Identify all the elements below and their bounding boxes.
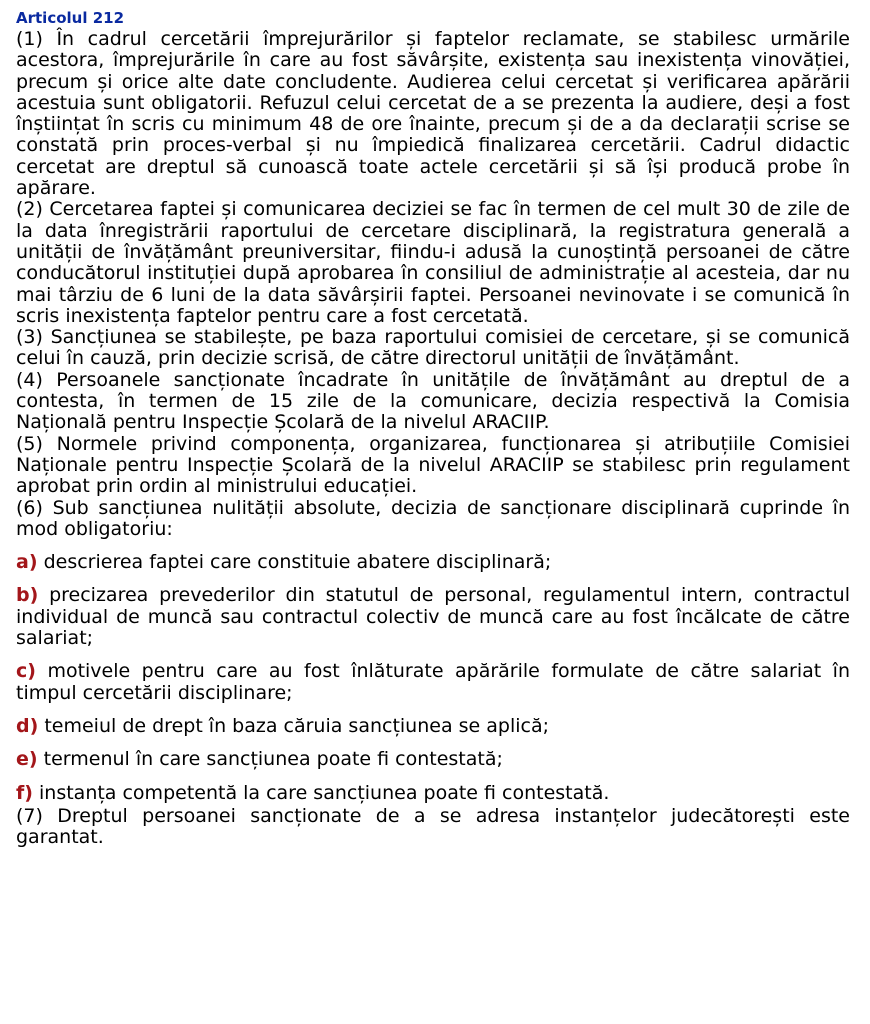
paragraph-6: (6) Sub sancțiunea nulității absolute, decizia de sancționare disciplinară cuprinde în mod obligatoriu: <box>16 496 850 540</box>
list-item-f <box>16 777 850 804</box>
item-text: descrierea faptei care constituie abatere disciplinară; <box>43 551 552 574</box>
article-title: Articolul 212 <box>16 9 125 27</box>
item-list <box>16 550 850 804</box>
list-item-c <box>16 655 850 710</box>
paragraph-1: (1) În cadrul cercetării împrejurărilor și faptelor reclamate, se stabilesc urmările acestora, împrejurările în care au fost săvârșite, existența sau inexistența vinovăției, precum și orice alte date concludente. Audierea celui cercetat și verificarea apărării acestuia sunt obligatorii. Refuzul celui cercetat de a se prezenta la audiere, deși a fost înștiințat în scris cu minimum 48 de ore înainte, precum și de a da declarații scrise se constată prin proces-verbal și nu împiedică finalizarea cercetării. Cadrul didactic cercetat are dreptul să cunoască toate actele cercetării și să își producă probe în apărare. <box>16 28 850 200</box>
item-letter: b) <box>16 584 39 607</box>
list-item-b <box>16 579 850 655</box>
item-letter: d) <box>16 714 39 737</box>
item-text: precizarea prevederilor din statutul de personal, regulamentul intern, contractul individual de muncă sau contractul colectiv de muncă care au fost încălcate de către salariat; <box>16 584 850 650</box>
item-letter: f) <box>16 781 33 804</box>
list-item-a <box>16 550 850 579</box>
item-letter: a) <box>16 551 38 574</box>
item-text: instanța competentă la care sancțiunea poate fi contestată. <box>39 781 610 804</box>
paragraph-5: (5) Normele privind componența, organizarea, funcționarea și atribuțiile Comisiei Naționale pentru Inspecție Școlară de la nivelul ARACIIP se stabilesc prin regulament aprobat prin ordin al ministrului educației. <box>16 432 850 498</box>
paragraph-7: (7) Dreptul persoanei sancționate de a se adresa instanțelor judecătorești este garantat. <box>16 804 850 849</box>
item-text: temeiul de drept în baza căruia sancțiunea se aplică; <box>44 714 550 737</box>
article-container <box>16 8 850 848</box>
list-item-e <box>16 743 850 776</box>
item-letter: c) <box>16 660 36 683</box>
paragraph-3: (3) Sancțiunea se stabilește, pe baza raportului comisiei de cercetare, și se comunică celui în cauză, prin decizie scrisă, de către directorul unității de învățământ. <box>16 326 850 370</box>
list-item-d <box>16 710 850 743</box>
paragraph-4: (4) Persoanele sancționate încadrate în unitățile de învățământ au dreptul de a contesta, în termen de 15 zile de la comunicare, decizia respectivă la Comisia Națională pentru Inspecție Școlară de la nivelul ARACIIP. <box>16 368 850 434</box>
paragraph-2: (2) Cercetarea faptei și comunicarea deciziei se fac în termen de cel mult 30 de zile de la data înregistrării raportului de cercetare disciplinară, la registratura generală a unității de învățământ preuniversitar, fiindu-i adusă la cunoștință persoanei de către conducătorul instituției după aprobarea în consiliul de administrație al acesteia, dar nu mai târziu de 6 luni de la data săvârșirii faptei. Persoanei nevinovate i se comunică în scris inexistența faptelor pentru care a fost cercetată. <box>16 198 850 327</box>
item-letter: e) <box>16 748 38 771</box>
item-text: motivele pentru care au fost înlăturate apărările formulate de către salariat în timpul cercetării disciplinare; <box>16 660 850 704</box>
item-text: termenul în care sancțiunea poate fi contestată; <box>43 748 503 771</box>
